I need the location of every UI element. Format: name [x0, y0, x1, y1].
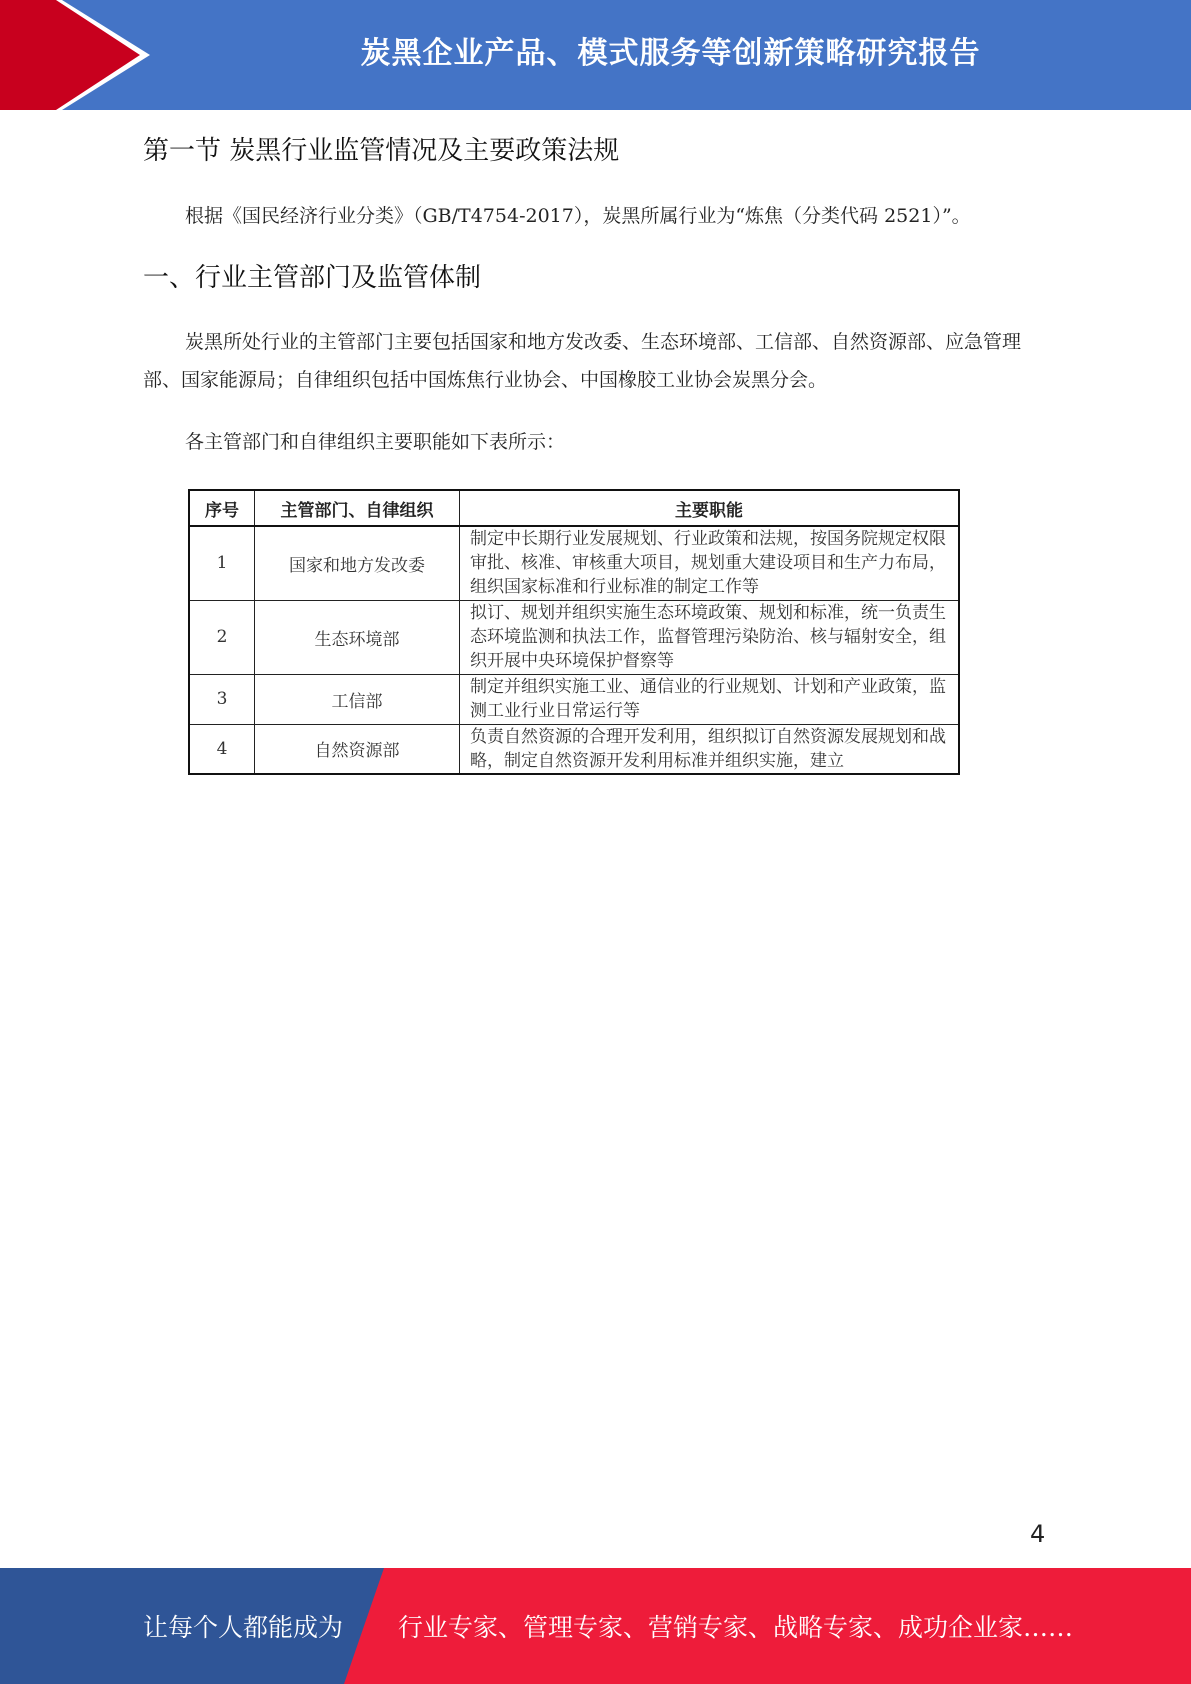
cell-dept: 生态环境部 [255, 600, 460, 674]
cell-no: 3 [189, 674, 255, 724]
intro-paragraph: 根据《国民经济行业分类》（GB/T4754-2017），炭黑所属行业为“炼焦（分类代码 2521）”。 [185, 205, 971, 227]
page-header [0, 0, 1191, 110]
table-row [189, 724, 959, 774]
cell-func: 制定并组织实施工业、通信业的行业规划、计划和产业政策，监测工业行业日常运行等 [460, 674, 960, 724]
subsection-title: 一、行业主管部门及监管体制 [143, 263, 482, 293]
table-header-row [189, 490, 959, 526]
cell-no: 4 [189, 724, 255, 774]
col-header-func: 主要职能 [460, 490, 960, 526]
col-header-dept: 主管部门、自律组织 [255, 490, 460, 526]
page-number: 4 [1030, 1520, 1046, 1548]
cell-dept: 国家和地方发改委 [255, 526, 460, 600]
cell-no: 2 [189, 600, 255, 674]
table-row [189, 600, 959, 674]
footer-slogan-right: 行业专家、管理专家、营销专家、战略专家、成功企业家…… [398, 1613, 1074, 1642]
cell-dept: 工信部 [255, 674, 460, 724]
cell-func: 负责自然资源的合理开发利用，组织拟订自然资源发展规划和战略，制定自然资源开发利用标准并组织实施，建立 [460, 724, 960, 774]
cell-func: 制定中长期行业发展规划、行业政策和法规，按国务院规定权限审批、核准、审核重大项目，规划重大建设项目和生产力布局，组织国家标准和行业标准的制定工作等 [460, 526, 960, 600]
paragraph-regulators: 炭黑所处行业的主管部门主要包括国家和地方发改委、生态环境部、工信部、自然资源部、应急管理部、国家能源局；自律组织包括中国炼焦行业协会、中国橡胶工业协会炭黑分会。 [143, 331, 1022, 391]
report-title: 炭黑企业产品、模式服务等创新策略研究报告 [360, 36, 981, 71]
table-row [189, 526, 959, 600]
col-header-no: 序号 [189, 490, 255, 526]
header-chevron-icon [0, 0, 160, 110]
cell-func: 拟订、规划并组织实施生态环境政策、规划和标准，统一负责生态环境监测和执法工作，监督管理污染防治、核与辐射安全，组织开展中央环境保护督察等 [460, 600, 960, 674]
paragraph-table-intro: 各主管部门和自律组织主要职能如下表所示： [185, 431, 566, 453]
page-footer [0, 1568, 1191, 1684]
footer-slogan-left: 让每个人都能成为 [143, 1613, 344, 1642]
section-title: 第一节 炭黑行业监管情况及主要政策法规 [143, 136, 620, 166]
regulators-table [188, 489, 960, 775]
table-row [189, 674, 959, 724]
cell-no: 1 [189, 526, 255, 600]
cell-dept: 自然资源部 [255, 724, 460, 774]
